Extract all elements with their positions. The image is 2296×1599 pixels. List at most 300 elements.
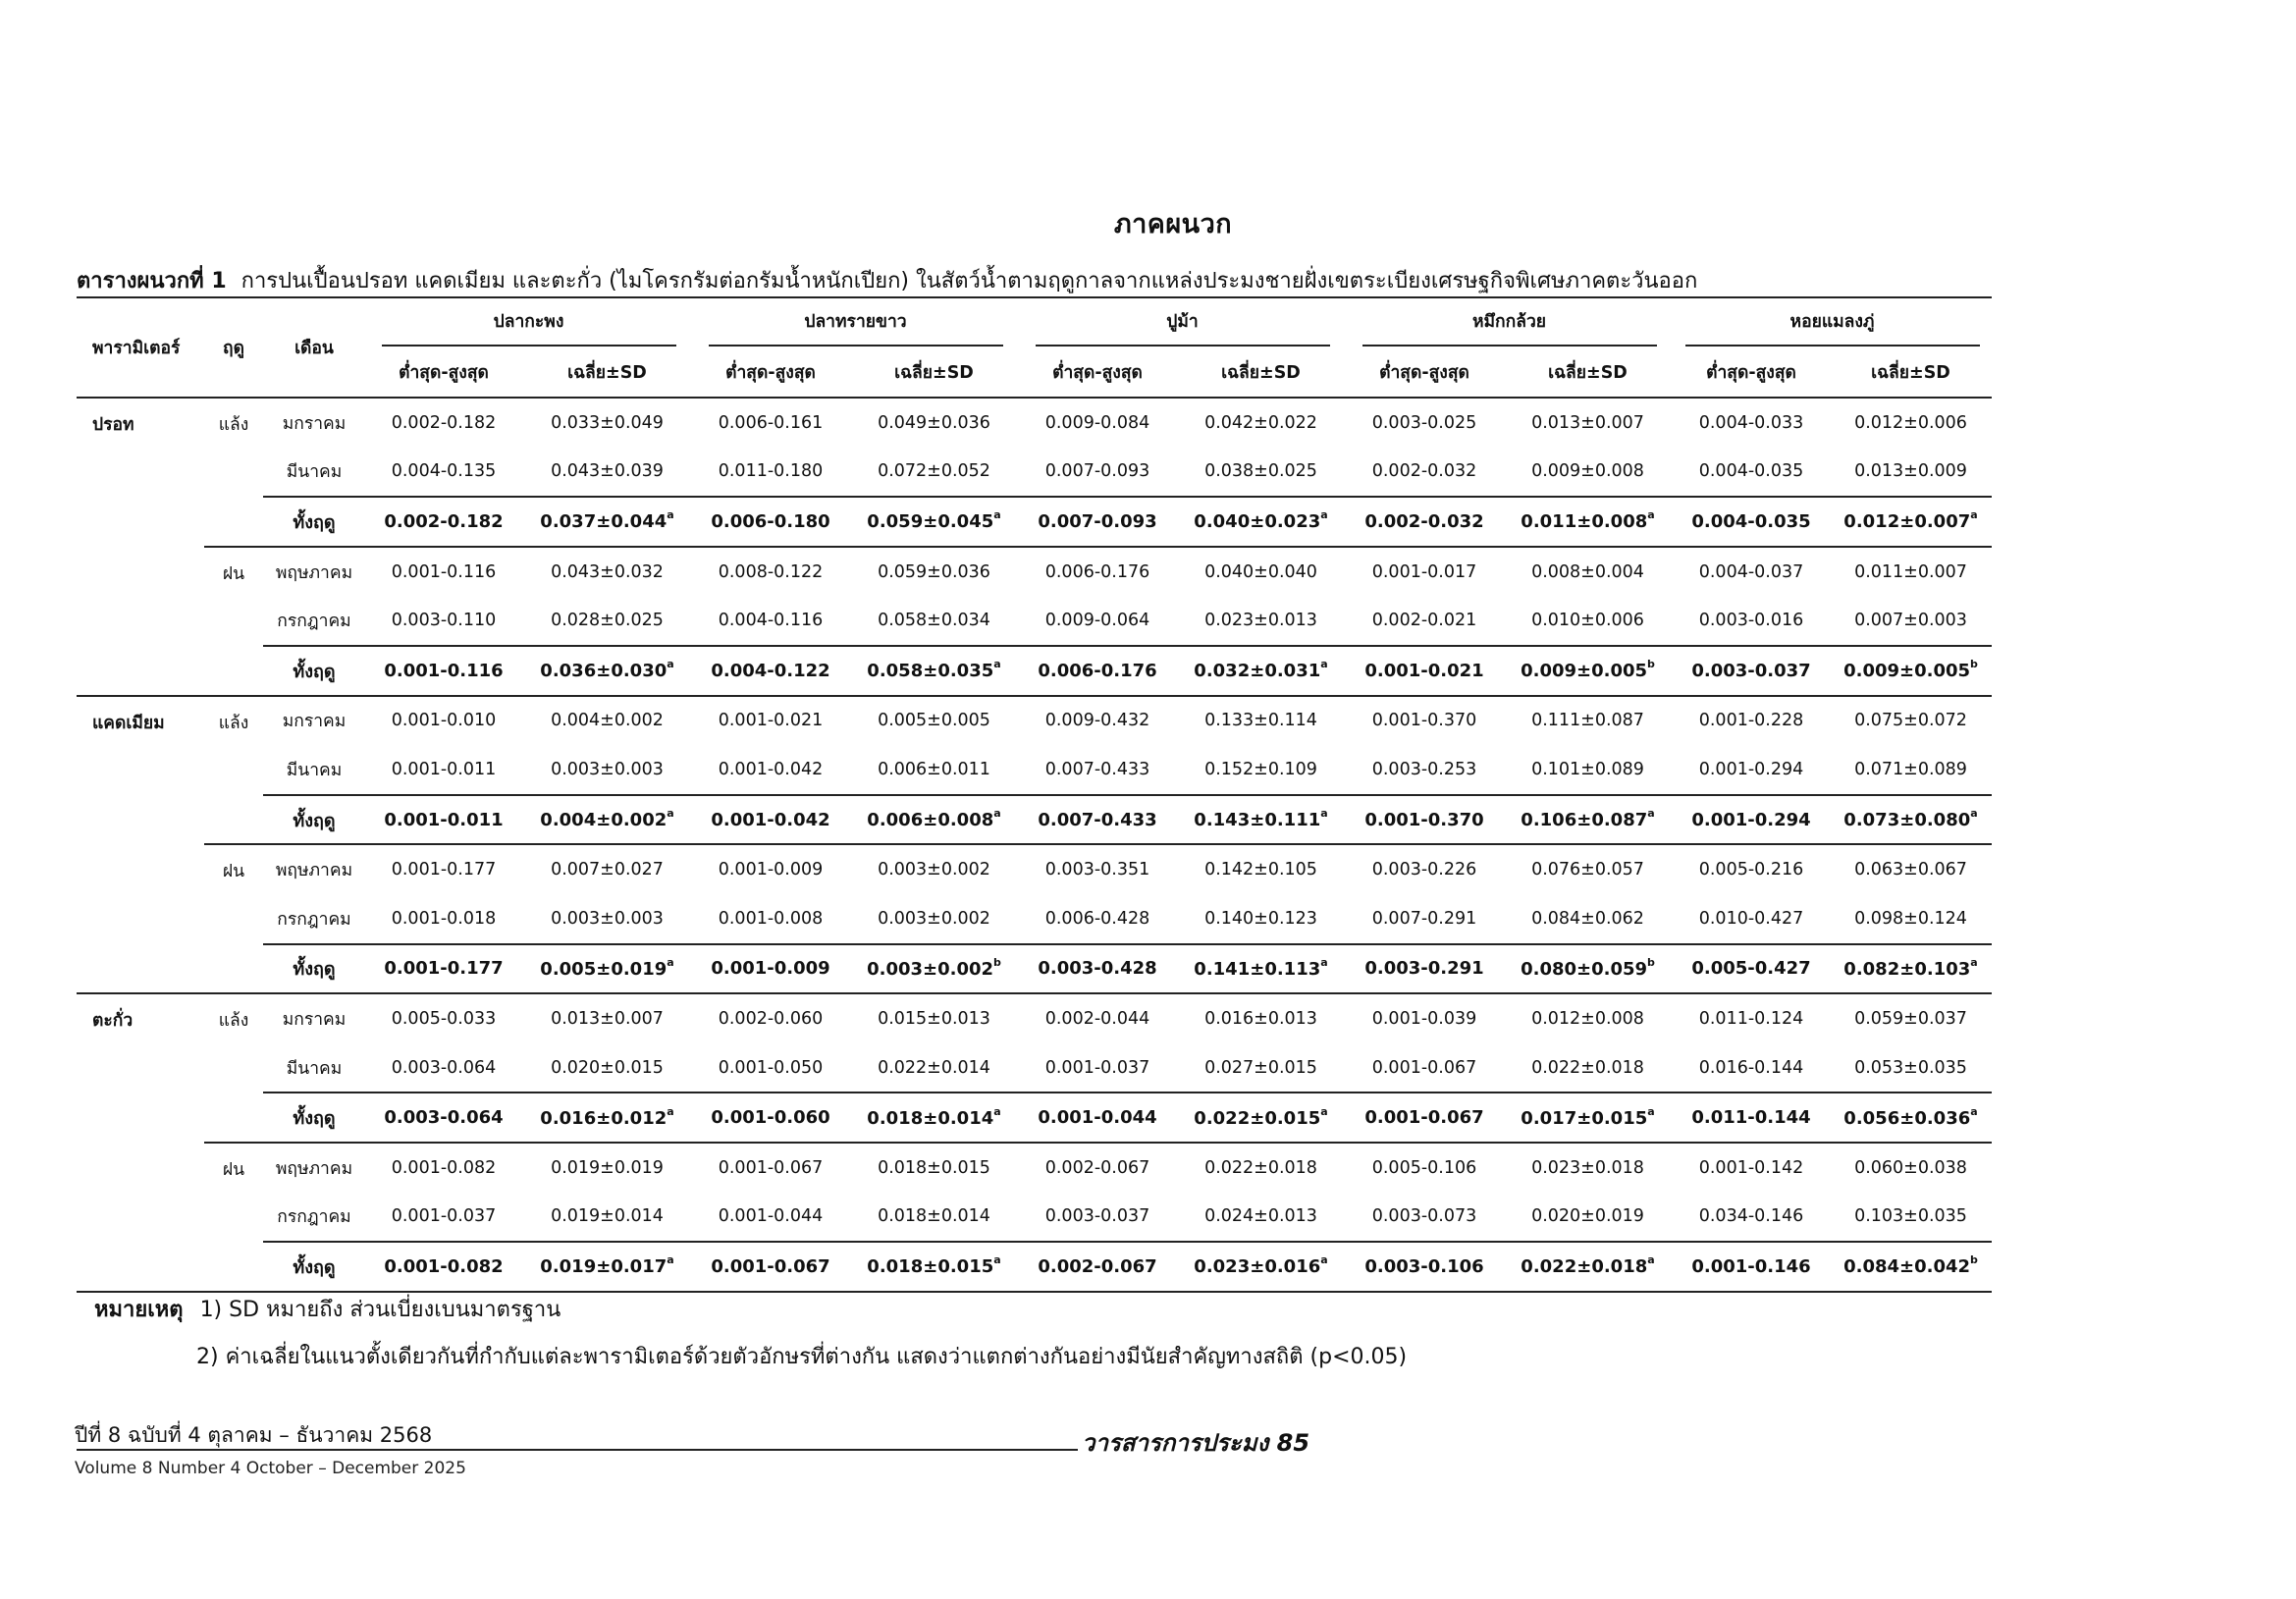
mean-cell: 0.007±0.027 <box>551 860 664 880</box>
mean-cell: 0.009±0.008 <box>1531 461 1644 482</box>
total-mean-value: 0.080±0.059 <box>1521 958 1648 980</box>
total-mean-value: 0.019±0.017 <box>540 1256 667 1278</box>
month-cell: มีนาคม <box>286 462 343 483</box>
season-cell: แล้ง <box>204 398 263 547</box>
total-mean-cell <box>1830 944 1992 994</box>
table-caption-label: ตารางผนวกที่ 1 <box>77 269 227 293</box>
range-cell: 0.007-0.291 <box>1371 908 1477 929</box>
total-range-cell: 0.001-0.021 <box>1346 646 1503 696</box>
significance-letter: a <box>993 807 1001 821</box>
range-cell: 0.008-0.122 <box>718 561 824 582</box>
total-mean-cell <box>522 497 692 547</box>
species-label: ปลาทรายขาว <box>709 307 1003 346</box>
total-mean-cell <box>1503 944 1673 994</box>
mean-cell: 0.053±0.035 <box>1854 1057 1967 1078</box>
significance-letter: b <box>993 955 1001 969</box>
month-cell: มกราคม <box>282 413 347 434</box>
contamination-table <box>77 296 1992 1293</box>
significance-letter: a <box>667 955 674 969</box>
range-cell: 0.002-0.182 <box>391 412 497 433</box>
mean-cell: 0.024±0.013 <box>1204 1206 1317 1227</box>
total-mean-cell <box>849 497 1019 547</box>
total-range-cell: 0.003-0.291 <box>1346 944 1503 994</box>
mean-cell: 0.043±0.032 <box>551 561 664 582</box>
table-row <box>77 1143 1992 1193</box>
mean-cell: 0.013±0.007 <box>1531 412 1644 433</box>
mean-cell: 0.023±0.013 <box>1204 611 1317 631</box>
season-total-row <box>77 1242 1992 1292</box>
range-cell: 0.003-0.226 <box>1371 860 1477 880</box>
total-mean-cell <box>1176 497 1346 547</box>
significance-letter: a <box>1647 1253 1655 1267</box>
sub-range-header: ต่ำสุด-สูงสุด <box>365 347 522 398</box>
total-range-cell: 0.001-0.042 <box>692 795 849 845</box>
total-range-cell: 0.003-0.037 <box>1673 646 1830 696</box>
mean-cell: 0.020±0.015 <box>551 1057 664 1078</box>
total-mean-cell <box>849 646 1019 696</box>
species-header <box>1019 297 1346 347</box>
total-mean-value: 0.036±0.030 <box>540 661 667 682</box>
season-total-row <box>77 795 1992 845</box>
range-cell: 0.009-0.064 <box>1044 611 1150 631</box>
range-cell: 0.004-0.035 <box>1698 461 1804 482</box>
significance-letter: b <box>1647 658 1655 671</box>
mean-cell: 0.142±0.105 <box>1204 860 1317 880</box>
season-total-row <box>77 497 1992 547</box>
season-cell: แล้ง <box>204 696 263 845</box>
range-cell: 0.011-0.180 <box>718 461 824 482</box>
mean-cell: 0.042±0.022 <box>1204 412 1317 433</box>
total-mean-cell <box>1503 1093 1673 1143</box>
total-range-cell: 0.001-0.294 <box>1673 795 1830 845</box>
mean-cell: 0.010±0.006 <box>1531 611 1644 631</box>
range-cell: 0.001-0.009 <box>718 860 824 880</box>
significance-letter: a <box>993 508 1001 522</box>
table-row <box>77 696 1992 746</box>
mean-cell: 0.019±0.019 <box>551 1157 664 1178</box>
total-mean-cell <box>522 646 692 696</box>
range-cell: 0.001-0.008 <box>718 908 824 929</box>
mean-cell: 0.006±0.011 <box>878 759 990 779</box>
significance-letter: a <box>1320 658 1328 671</box>
range-cell: 0.003-0.025 <box>1371 412 1477 433</box>
range-cell: 0.001-0.021 <box>718 711 824 731</box>
total-mean-value: 0.022±0.015 <box>1194 1107 1321 1129</box>
range-cell: 0.005-0.106 <box>1371 1157 1477 1178</box>
param-cell: ปรอท <box>77 398 204 696</box>
range-cell: 0.003-0.016 <box>1698 611 1804 631</box>
total-range-cell: 0.001-0.177 <box>365 944 522 994</box>
table-row <box>77 1043 1992 1093</box>
total-mean-cell <box>849 944 1019 994</box>
total-mean-cell <box>1830 497 1992 547</box>
significance-letter: a <box>1970 807 1978 821</box>
significance-letter: a <box>1970 955 1978 969</box>
mean-cell: 0.023±0.018 <box>1531 1157 1644 1178</box>
range-cell: 0.002-0.021 <box>1371 611 1477 631</box>
range-cell: 0.001-0.042 <box>718 759 824 779</box>
range-cell: 0.003-0.351 <box>1044 860 1150 880</box>
range-cell: 0.002-0.060 <box>718 1008 824 1029</box>
total-mean-cell <box>1176 944 1346 994</box>
range-cell: 0.004-0.033 <box>1698 412 1804 433</box>
total-range-cell: 0.003-0.428 <box>1019 944 1176 994</box>
range-cell: 0.003-0.253 <box>1371 759 1477 779</box>
month-cell: มีนาคม <box>286 760 343 780</box>
sub-mean-header: เฉลี่ย±SD <box>1176 347 1346 398</box>
total-mean-value: 0.003±0.002 <box>867 958 994 980</box>
season-total-label: ทั้งฤดู <box>263 1242 365 1292</box>
range-cell: 0.004-0.116 <box>718 611 824 631</box>
total-range-cell: 0.001-0.060 <box>692 1093 849 1143</box>
range-cell: 0.003-0.073 <box>1371 1206 1477 1227</box>
param-cell: แคดเมียม <box>77 696 204 994</box>
range-cell: 0.004-0.135 <box>391 461 497 482</box>
significance-letter: a <box>1647 508 1655 522</box>
total-mean-value: 0.009±0.005 <box>1521 661 1648 682</box>
total-range-cell: 0.001-0.370 <box>1346 795 1503 845</box>
species-label: ปูม้า <box>1036 307 1330 346</box>
significance-letter: a <box>667 508 674 522</box>
total-mean-value: 0.004±0.002 <box>540 810 667 831</box>
total-mean-value: 0.022±0.018 <box>1521 1256 1648 1278</box>
season-cell: แล้ง <box>204 993 263 1143</box>
total-mean-value: 0.056±0.036 <box>1843 1107 1971 1129</box>
season-total-label: ทั้งฤดู <box>263 944 365 994</box>
range-cell: 0.001-0.228 <box>1698 711 1804 731</box>
total-mean-cell <box>522 944 692 994</box>
species-header <box>692 297 1019 347</box>
total-mean-value: 0.012±0.007 <box>1843 511 1971 533</box>
total-mean-cell <box>1830 1242 1992 1292</box>
table-row <box>77 894 1992 944</box>
table-header-row-1 <box>77 297 1992 347</box>
mean-cell: 0.012±0.006 <box>1854 412 1967 433</box>
mean-cell: 0.133±0.114 <box>1204 711 1317 731</box>
total-mean-cell <box>1503 1242 1673 1292</box>
footer-issue-th: ปีที่ 8 ฉบับที่ 4 ตุลาคม – ธันวาคม 2568 <box>75 1423 433 1447</box>
significance-letter: a <box>1970 508 1978 522</box>
range-cell: 0.009-0.084 <box>1044 412 1150 433</box>
month-cell: พฤษภาคม <box>275 861 353 881</box>
mean-cell: 0.033±0.049 <box>551 412 664 433</box>
sub-mean-header: เฉลี่ย±SD <box>1830 347 1992 398</box>
range-cell: 0.034-0.146 <box>1698 1206 1804 1227</box>
notes-label: หมายเหตุ <box>94 1298 184 1322</box>
range-cell: 0.001-0.067 <box>718 1157 824 1178</box>
total-mean-value: 0.023±0.016 <box>1194 1256 1321 1278</box>
significance-letter: a <box>1320 508 1328 522</box>
mean-cell: 0.043±0.039 <box>551 461 664 482</box>
range-cell: 0.001-0.370 <box>1371 711 1477 731</box>
season-total-label: ทั้งฤดู <box>263 497 365 547</box>
range-cell: 0.001-0.067 <box>1371 1057 1477 1078</box>
footer-journal-page: วารสารการประมง 85 <box>1082 1429 1310 1457</box>
significance-letter: a <box>667 1104 674 1118</box>
range-cell: 0.001-0.082 <box>391 1157 497 1178</box>
range-cell: 0.001-0.142 <box>1698 1157 1804 1178</box>
col-month-header: เดือน <box>263 297 365 398</box>
range-cell: 0.003-0.064 <box>391 1057 497 1078</box>
notes <box>94 1292 1408 1369</box>
mean-cell: 0.020±0.019 <box>1531 1206 1644 1227</box>
range-cell: 0.002-0.067 <box>1044 1157 1150 1178</box>
range-cell: 0.002-0.032 <box>1371 461 1477 482</box>
total-range-cell: 0.004-0.122 <box>692 646 849 696</box>
total-mean-cell <box>522 1093 692 1143</box>
sub-range-header: ต่ำสุด-สูงสุด <box>692 347 849 398</box>
range-cell: 0.001-0.037 <box>1044 1057 1150 1078</box>
sub-mean-header: เฉลี่ย±SD <box>849 347 1019 398</box>
season-cell: ฝน <box>204 844 263 993</box>
total-mean-value: 0.040±0.023 <box>1194 511 1321 533</box>
total-mean-value: 0.016±0.012 <box>540 1107 667 1129</box>
mean-cell: 0.015±0.013 <box>878 1008 990 1029</box>
total-range-cell: 0.007-0.093 <box>1019 497 1176 547</box>
range-cell: 0.007-0.093 <box>1044 461 1150 482</box>
total-mean-value: 0.018±0.015 <box>867 1256 994 1278</box>
total-range-cell: 0.002-0.067 <box>1019 1242 1176 1292</box>
mean-cell: 0.058±0.034 <box>878 611 990 631</box>
mean-cell: 0.111±0.087 <box>1531 711 1644 731</box>
significance-letter: a <box>1647 807 1655 821</box>
range-cell: 0.001-0.044 <box>718 1206 824 1227</box>
range-cell: 0.010-0.427 <box>1698 908 1804 929</box>
species-label: หมึกกล้วย <box>1362 307 1657 346</box>
month-cell: กรกฎาคม <box>277 1207 351 1228</box>
total-mean-value: 0.143±0.111 <box>1194 810 1321 831</box>
note-1-text: 1) SD หมายถึง ส่วนเบี่ยงเบนมาตรฐาน <box>199 1298 561 1322</box>
total-mean-cell <box>1176 1093 1346 1143</box>
total-mean-value: 0.082±0.103 <box>1843 958 1971 980</box>
total-range-cell: 0.001-0.082 <box>365 1242 522 1292</box>
total-mean-cell <box>1830 795 1992 845</box>
mean-cell: 0.008±0.004 <box>1531 561 1644 582</box>
mean-cell: 0.103±0.035 <box>1854 1206 1967 1227</box>
range-cell: 0.001-0.037 <box>391 1206 497 1227</box>
table-caption-text: การปนเปื้อนปรอท แคดเมียม และตะกั่ว (ไมโครกรัมต่อกรัมน้ำหนักเปียก) ในสัตว์น้ำตามฤดูกาลจากแหล่งประมงชายฝั่งเขตระเบียงเศรษฐกิจพิเศษภาคตะวันออก <box>240 269 1698 293</box>
species-header <box>365 297 692 347</box>
significance-letter: a <box>667 1253 674 1267</box>
table-row <box>77 1193 1992 1243</box>
total-range-cell: 0.004-0.035 <box>1673 497 1830 547</box>
table-row <box>77 745 1992 795</box>
total-range-cell: 0.007-0.433 <box>1019 795 1176 845</box>
table-row <box>77 844 1992 894</box>
season-cell: ฝน <box>204 1143 263 1292</box>
total-range-cell: 0.001-0.116 <box>365 646 522 696</box>
range-cell: 0.001-0.294 <box>1698 759 1804 779</box>
mean-cell: 0.004±0.002 <box>551 711 664 731</box>
significance-letter: a <box>1647 1104 1655 1118</box>
total-mean-cell <box>1176 646 1346 696</box>
col-param-header: พารามิเตอร์ <box>77 297 204 398</box>
month-cell: กรกฎาคม <box>277 909 351 930</box>
total-range-cell: 0.001-0.009 <box>692 944 849 994</box>
table-row <box>77 448 1992 498</box>
significance-letter: a <box>1320 955 1328 969</box>
total-mean-value: 0.009±0.005 <box>1843 661 1971 682</box>
mean-cell: 0.007±0.003 <box>1854 611 1967 631</box>
mean-cell: 0.038±0.025 <box>1204 461 1317 482</box>
total-mean-cell <box>1176 795 1346 845</box>
table-row <box>77 993 1992 1043</box>
mean-cell: 0.022±0.018 <box>1531 1057 1644 1078</box>
total-mean-value: 0.017±0.015 <box>1521 1107 1648 1129</box>
significance-letter: b <box>1970 1253 1978 1267</box>
total-mean-cell <box>849 1242 1019 1292</box>
species-label: หอยแมลงภู่ <box>1685 307 1980 346</box>
mean-cell: 0.063±0.067 <box>1854 860 1967 880</box>
total-mean-cell <box>1503 795 1673 845</box>
mean-cell: 0.022±0.018 <box>1204 1157 1317 1178</box>
sub-range-header: ต่ำสุด-สูงสุด <box>1346 347 1503 398</box>
mean-cell: 0.019±0.014 <box>551 1206 664 1227</box>
mean-cell: 0.075±0.072 <box>1854 711 1967 731</box>
range-cell: 0.002-0.044 <box>1044 1008 1150 1029</box>
range-cell: 0.004-0.037 <box>1698 561 1804 582</box>
range-cell: 0.005-0.033 <box>391 1008 497 1029</box>
season-total-label: ทั้งฤดู <box>263 1093 365 1143</box>
species-header <box>1346 297 1673 347</box>
mean-cell: 0.028±0.025 <box>551 611 664 631</box>
range-cell: 0.011-0.124 <box>1698 1008 1804 1029</box>
mean-cell: 0.012±0.008 <box>1531 1008 1644 1029</box>
species-header <box>1673 297 1992 347</box>
table-body <box>77 398 1992 1292</box>
season-total-row <box>77 1093 1992 1143</box>
total-range-cell: 0.002-0.182 <box>365 497 522 547</box>
range-cell: 0.001-0.010 <box>391 711 497 731</box>
significance-letter: a <box>1320 1253 1328 1267</box>
mean-cell: 0.013±0.007 <box>551 1008 664 1029</box>
range-cell: 0.007-0.433 <box>1044 759 1150 779</box>
mean-cell: 0.098±0.124 <box>1854 908 1967 929</box>
mean-cell: 0.072±0.052 <box>878 461 990 482</box>
total-mean-cell <box>1503 497 1673 547</box>
range-cell: 0.003-0.037 <box>1044 1206 1150 1227</box>
mean-cell: 0.005±0.005 <box>878 711 990 731</box>
table-caption <box>77 263 1697 297</box>
mean-cell: 0.003±0.002 <box>878 860 990 880</box>
mean-cell: 0.060±0.038 <box>1854 1157 1967 1178</box>
total-mean-value: 0.037±0.044 <box>540 511 667 533</box>
mean-cell: 0.076±0.057 <box>1531 860 1644 880</box>
range-cell: 0.001-0.050 <box>718 1057 824 1078</box>
significance-letter: a <box>667 658 674 671</box>
sub-mean-header: เฉลี่ย±SD <box>1503 347 1673 398</box>
range-cell: 0.009-0.432 <box>1044 711 1150 731</box>
total-mean-value: 0.058±0.035 <box>867 661 994 682</box>
col-season-header: ฤดู <box>204 297 263 398</box>
total-mean-value: 0.073±0.080 <box>1843 810 1971 831</box>
total-mean-cell <box>1503 646 1673 696</box>
significance-letter: a <box>1320 1104 1328 1118</box>
total-mean-value: 0.011±0.008 <box>1521 511 1648 533</box>
month-cell: มกราคม <box>282 1009 347 1030</box>
total-range-cell: 0.003-0.064 <box>365 1093 522 1143</box>
total-mean-value: 0.141±0.113 <box>1194 958 1321 980</box>
table-row <box>77 398 1992 448</box>
total-range-cell: 0.001-0.067 <box>692 1242 849 1292</box>
total-mean-cell <box>522 795 692 845</box>
mean-cell: 0.003±0.003 <box>551 759 664 779</box>
sub-range-header: ต่ำสุด-สูงสุด <box>1673 347 1830 398</box>
mean-cell: 0.018±0.014 <box>878 1206 990 1227</box>
range-cell: 0.006-0.161 <box>718 412 824 433</box>
footer-issue-en: Volume 8 Number 4 October – December 2025 <box>75 1459 466 1478</box>
mean-cell: 0.059±0.037 <box>1854 1008 1967 1029</box>
sub-mean-header: เฉลี่ย±SD <box>522 347 692 398</box>
mean-cell: 0.059±0.036 <box>878 561 990 582</box>
total-mean-value: 0.106±0.087 <box>1521 810 1648 831</box>
total-mean-cell <box>1830 646 1992 696</box>
significance-letter: b <box>1970 658 1978 671</box>
range-cell: 0.005-0.216 <box>1698 860 1804 880</box>
range-cell: 0.001-0.011 <box>391 759 497 779</box>
mean-cell: 0.022±0.014 <box>878 1057 990 1078</box>
mean-cell: 0.003±0.002 <box>878 908 990 929</box>
range-cell: 0.016-0.144 <box>1698 1057 1804 1078</box>
total-mean-cell <box>849 795 1019 845</box>
total-range-cell: 0.003-0.106 <box>1346 1242 1503 1292</box>
month-cell: พฤษภาคม <box>275 1158 353 1179</box>
mean-cell: 0.140±0.123 <box>1204 908 1317 929</box>
total-mean-cell <box>849 1093 1019 1143</box>
mean-cell: 0.101±0.089 <box>1531 759 1644 779</box>
table-row <box>77 596 1992 646</box>
mean-cell: 0.016±0.013 <box>1204 1008 1317 1029</box>
range-cell: 0.006-0.428 <box>1044 908 1150 929</box>
total-mean-value: 0.005±0.019 <box>540 958 667 980</box>
month-cell: กรกฎาคม <box>277 612 351 632</box>
range-cell: 0.001-0.017 <box>1371 561 1477 582</box>
species-label: ปลากะพง <box>382 307 676 346</box>
season-total-row <box>77 646 1992 696</box>
month-cell: พฤษภาคม <box>275 562 353 583</box>
range-cell: 0.001-0.018 <box>391 908 497 929</box>
mean-cell: 0.084±0.062 <box>1531 908 1644 929</box>
significance-letter: a <box>993 1253 1001 1267</box>
significance-letter: a <box>993 1104 1001 1118</box>
range-cell: 0.001-0.177 <box>391 860 497 880</box>
month-cell: มกราคม <box>282 712 347 732</box>
range-cell: 0.003-0.110 <box>391 611 497 631</box>
total-range-cell: 0.001-0.011 <box>365 795 522 845</box>
total-range-cell: 0.001-0.044 <box>1019 1093 1176 1143</box>
total-range-cell: 0.006-0.180 <box>692 497 849 547</box>
total-mean-value: 0.084±0.042 <box>1843 1256 1971 1278</box>
mean-cell: 0.027±0.015 <box>1204 1057 1317 1078</box>
sub-range-header: ต่ำสุด-สูงสุด <box>1019 347 1176 398</box>
mean-cell: 0.049±0.036 <box>878 412 990 433</box>
total-mean-value: 0.006±0.008 <box>867 810 994 831</box>
mean-cell: 0.013±0.009 <box>1854 461 1967 482</box>
footer-rule <box>77 1449 1078 1451</box>
note-2-text: 2) ค่าเฉลี่ยในแนวตั้งเดียวกันที่กำกับแต่ละพารามิเตอร์ด้วยตัวอักษรที่ต่างกัน แสดงว่าแตกต่างกันอย่างมีนัยสำคัญทางสถิติ (p<0.05) <box>196 1345 1408 1369</box>
mean-cell: 0.018±0.015 <box>878 1157 990 1178</box>
total-mean-cell <box>1176 1242 1346 1292</box>
mean-cell: 0.040±0.040 <box>1204 561 1317 582</box>
total-range-cell: 0.001-0.067 <box>1346 1093 1503 1143</box>
season-total-label: ทั้งฤดู <box>263 795 365 845</box>
mean-cell: 0.003±0.003 <box>551 908 664 929</box>
total-range-cell: 0.006-0.176 <box>1019 646 1176 696</box>
mean-cell: 0.071±0.089 <box>1854 759 1967 779</box>
season-total-row <box>77 944 1992 994</box>
param-cell: ตะกั่ว <box>77 993 204 1292</box>
total-range-cell: 0.011-0.144 <box>1673 1093 1830 1143</box>
